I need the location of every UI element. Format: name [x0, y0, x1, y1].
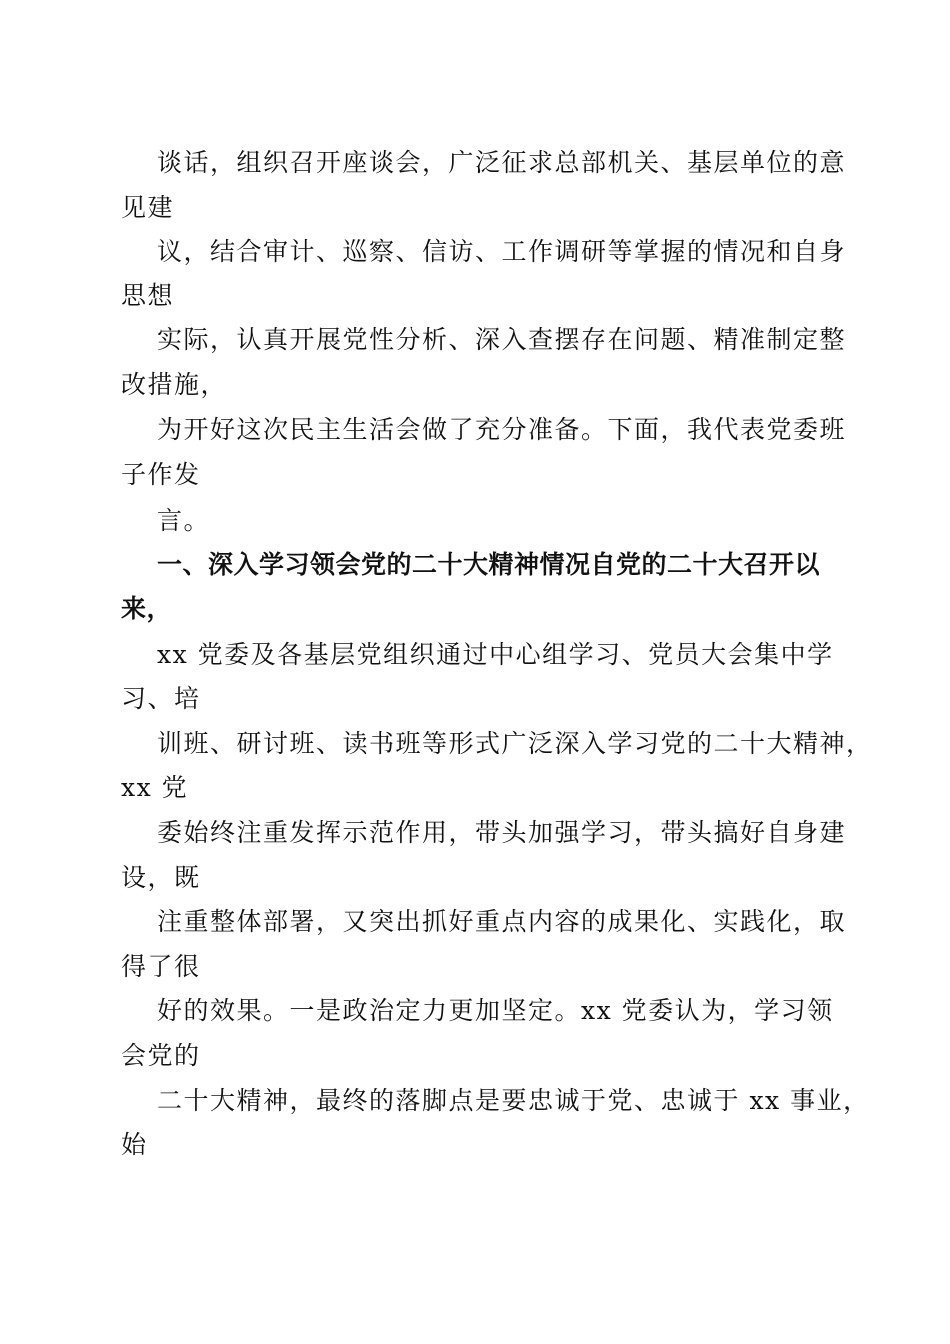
text-line: 得了很 [121, 952, 201, 981]
text-line: 谈话，组织召开座谈会，广泛征求总部机关、基层单位的意 [157, 148, 847, 177]
text-line: 注重整体部署，又突出抓好重点内容的成果化、实践化，取 [157, 907, 847, 936]
text-line: 会党的 [121, 1041, 201, 1070]
text-line: 始 [121, 1130, 148, 1159]
text-line: 议，结合审计、巡察、信访、工作调研等掌握的情况和自身 [157, 237, 847, 266]
text-line: 委始终注重发挥示范作用，带头加强学习，带头搞好自身建 [157, 818, 847, 847]
text-line: 设，既 [121, 863, 201, 892]
text-line: 言。 [157, 506, 211, 535]
text-line: 实际，认真开展党性分析、深入查摆存在问题、精准制定整 [157, 325, 847, 354]
text-line: 见建 [121, 193, 175, 222]
text-line: 好的效果。一是政治定力更加坚定。xx 党委认为，学习领 [157, 996, 834, 1025]
text-line: 二十大精神，最终的落脚点是要忠诚于党、忠诚于 xx 事业， [157, 1086, 870, 1115]
text-line: 训班、研讨班、读书班等形式广泛深入学习党的二十大精神， [157, 729, 873, 758]
text-line: 改措施， [121, 370, 228, 399]
text-line: 为开好这次民主生活会做了充分准备。下面，我代表党委班 [157, 415, 847, 444]
text-line: 思想 [121, 281, 175, 310]
section-heading-continued: 来， [121, 594, 173, 623]
text-line: 子作发 [121, 460, 201, 489]
text-line: xx 党 [121, 773, 189, 802]
text-line: 习、培 [121, 684, 201, 713]
section-heading: 一、深入学习领会党的二十大精神情况自党的二十大召开以 [157, 550, 821, 579]
text-line: xx 党委及各基层党组织通过中心组学习、党员大会集中学 [157, 640, 834, 669]
